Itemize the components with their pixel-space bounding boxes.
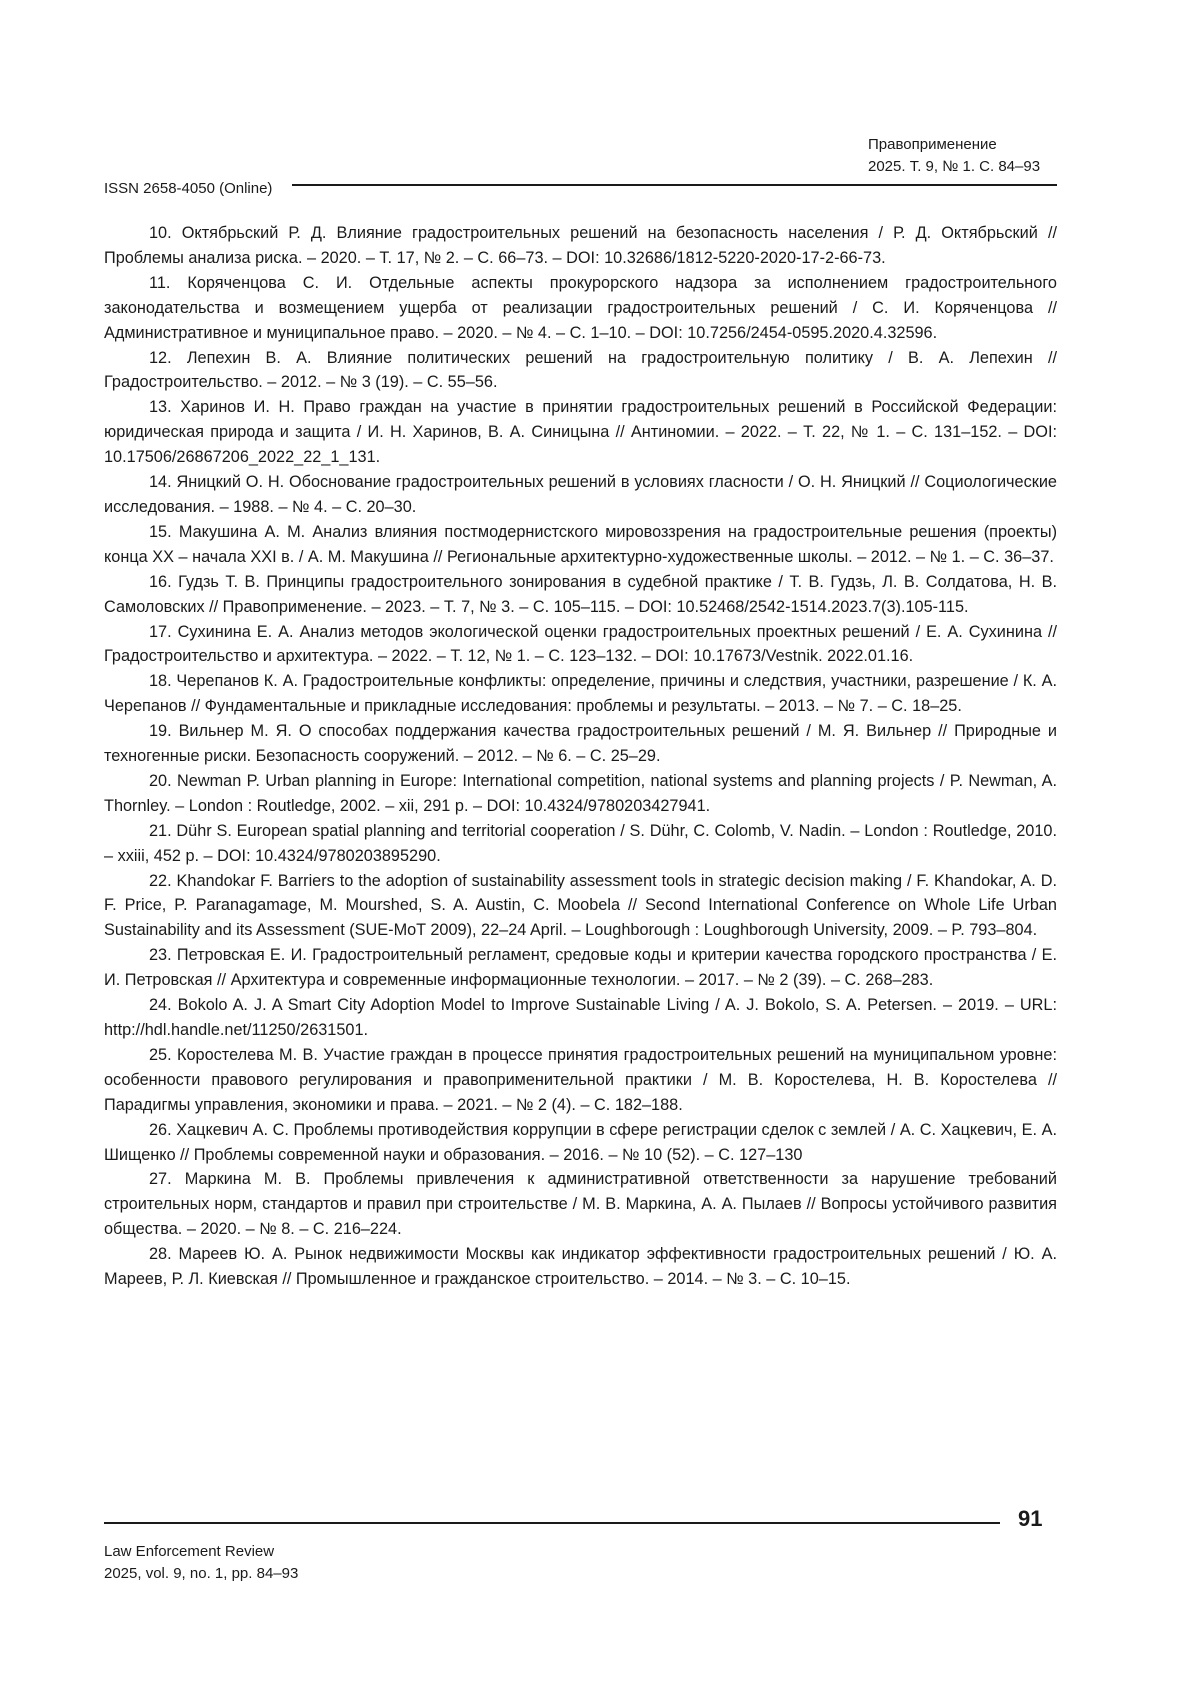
reference-list [104,221,1057,1292]
reference-item: 22. Khandokar F. Barriers to the adoption of sustainability assessment tools in strategic decision making / F. Khandokar, A. D. F. Price, P. Paranagamage, M. Mourshed, S. A. Austin, C. Moobela // Second International Conference on Whole Life Urban Sustainability and its Assessment (SUE-MoT 2009), 22–24 April. – Loughborough : Loughborough University, 2009. – P. 793–804. [104,871,1057,940]
issn-label: ISSN 2658-4050 (Online) [104,180,273,197]
reference-item: 15. Макушина А. М. Анализ влияния постмодернистского мировоззрения на градостроительные решения (проекты) конца XX – начала XXI в. / А. М. Макушина // Региональные архитектурно-художественные школы. – 2012. – № 1. – С. 36–37. [104,522,1057,566]
reference-item: 25. Коростелева М. В. Участие граждан в процессе принятия градостроительных решений на муниципальном уровне: особенности правового регулирования и правоприменительной практики / М. В. Коростелева, Н. В. Коростелева // Парадигмы управления, экономики и права. – 2021. – № 2 (4). – С. 182–188. [104,1045,1057,1114]
reference-item: 19. Вильнер М. Я. О способах поддержания качества градостроительных решений / М. Я. Вильнер // Природные и техногенные риски. Безопасность сооружений. – 2012. – № 6. – С. 25–29. [104,722,1057,766]
issue-info: 2025. Т. 9, № 1. С. 84–93 [868,158,1041,175]
issue-info-en: 2025, vol. 9, no. 1, pp. 84–93 [104,1565,299,1582]
reference-item: 12. Лепехин В. А. Влияние политических решений на градостроительную политику / В. А. Лепехин // Градостроительство. – 2012. – № 3 (19). – С. 55–56. [104,348,1057,392]
reference-item: 23. Петровская Е. И. Градостроительный регламент, средовые коды и критерии качества городского пространства / Е. И. Петровская // Архитектура и современные информационные технологии. – 2017. – № 2 (39). – С. 268–283. [104,946,1057,990]
reference-item: 20. Newman P. Urban planning in Europe: International competition, national systems and planning projects / P. Newman, A. Thornley. – London : Routledge, 2002. – xii, 291 p. – DOI: 10.4324/9780203427941. [104,771,1057,815]
reference-item: 28. Мареев Ю. А. Рынок недвижимости Москвы как индикатор эффективности градостроительных решений / Ю. А. Мареев, Р. Л. Киевская // Промышленное и гражданское строительство. – 2014. – № 3. – С. 10–15. [104,1245,1057,1289]
reference-item: 24. Bokolo A. J. A Smart City Adoption Model to Improve Sustainable Living / A. J. Bokolo, S. A. Petersen. – 2019. – URL: http://hdl.handle.net/11250/2631501. [104,996,1057,1039]
reference-item: 10. Октябрьский Р. Д. Влияние градостроительных решений на безопасность населения / Р. Д. Октябрьский // Проблемы анализа риска. – 2020. – Т. 17, № 2. – С. 66–73. – DOI: 10.32686/1812-5220-2020-17-2-66-73. [104,224,1057,267]
reference-item: 11. Коряченцова С. И. Отдельные аспекты прокурорского надзора за исполнением градостроительного законодательства и возмещением ущерба от реализации градостроительных решений / С. И. Коряченцова // Административное и муниципальное право. – 2020. – № 4. – С. 1–10. – DOI: 10.7256/2454-0595.2020.4.32596. [104,273,1057,342]
journal-title: Правоприменение [868,136,997,153]
reference-item: 27. Маркина М. В. Проблемы привлечения к административной ответственности за нарушение требований строительных норм, стандартов и правил при строительстве / М. В. Маркина, А. А. Пылаев // Вопросы устойчивого развития общества. – 2020. – № 8. – С. 216–224. [104,1170,1057,1239]
reference-item: 14. Яницкий О. Н. Обоснование градостроительных решений в условиях гласности / О. Н. Яницкий // Социологические исследования. – 1988. – № 4. – С. 20–30. [104,473,1057,516]
reference-item: 26. Хацкевич А. С. Проблемы противодействия коррупции в сфере регистрации сделок с землей / А. С. Хацкевич, Е. А. Шищенко // Проблемы современной науки и образования. – 2016. – № 10 (52). – С. 127–130 [104,1120,1057,1164]
reference-item: 17. Сухинина Е. А. Анализ методов экологической оценки градостроительных проектных решений / Е. А. Сухинина // Градостроительство и архитектура. – 2022. – Т. 12, № 1. – С. 123–132. – DOI: 10.17673/Vestnik. 2022.01.16. [104,622,1057,666]
running-footer [104,1541,298,1585]
page-number: 91 [1018,1506,1043,1531]
reference-item: 16. Гудзь Т. В. Принципы градостроительного зонирования в судебной практике / Т. В. Гудзь, Л. В. Солдатова, Н. В. Самоловских // Правоприменение. – 2023. – Т. 7, № 3. – С. 105–115. – DOI: 10.52468/2542-1514.2023.7(3).105-115. [104,572,1057,616]
reference-item: 13. Харинов И. Н. Право граждан на участие в принятии градостроительных решений в Российской Федерации: юридическая природа и защита / И. Н. Харинов, В. А. Синицына // Антиномии. – 2022. – Т. 22, № 1. – С. 131–152. – DOI: 10.17506/26867206_2022_22_1_131. [104,398,1057,467]
running-header [868,134,1040,178]
footer-divider [104,1522,1000,1524]
reference-item: 18. Черепанов К. А. Градостроительные конфликты: определение, причины и следствия, участники, разрешение / К. А. Черепанов // Фундаментальные и прикладные исследования: проблемы и результаты. – 2013. – № 7. – С. 18–25. [104,672,1057,716]
header-divider [292,184,1057,186]
reference-item: 21. Dühr S. European spatial planning and territorial cooperation / S. Dühr, C. Colomb, V. Nadin. – London : Routledge, 2010. – xxiii, 452 p. – DOI: 10.4324/9780203895290. [104,821,1057,865]
journal-title-en: Law Enforcement Review [104,1543,275,1560]
